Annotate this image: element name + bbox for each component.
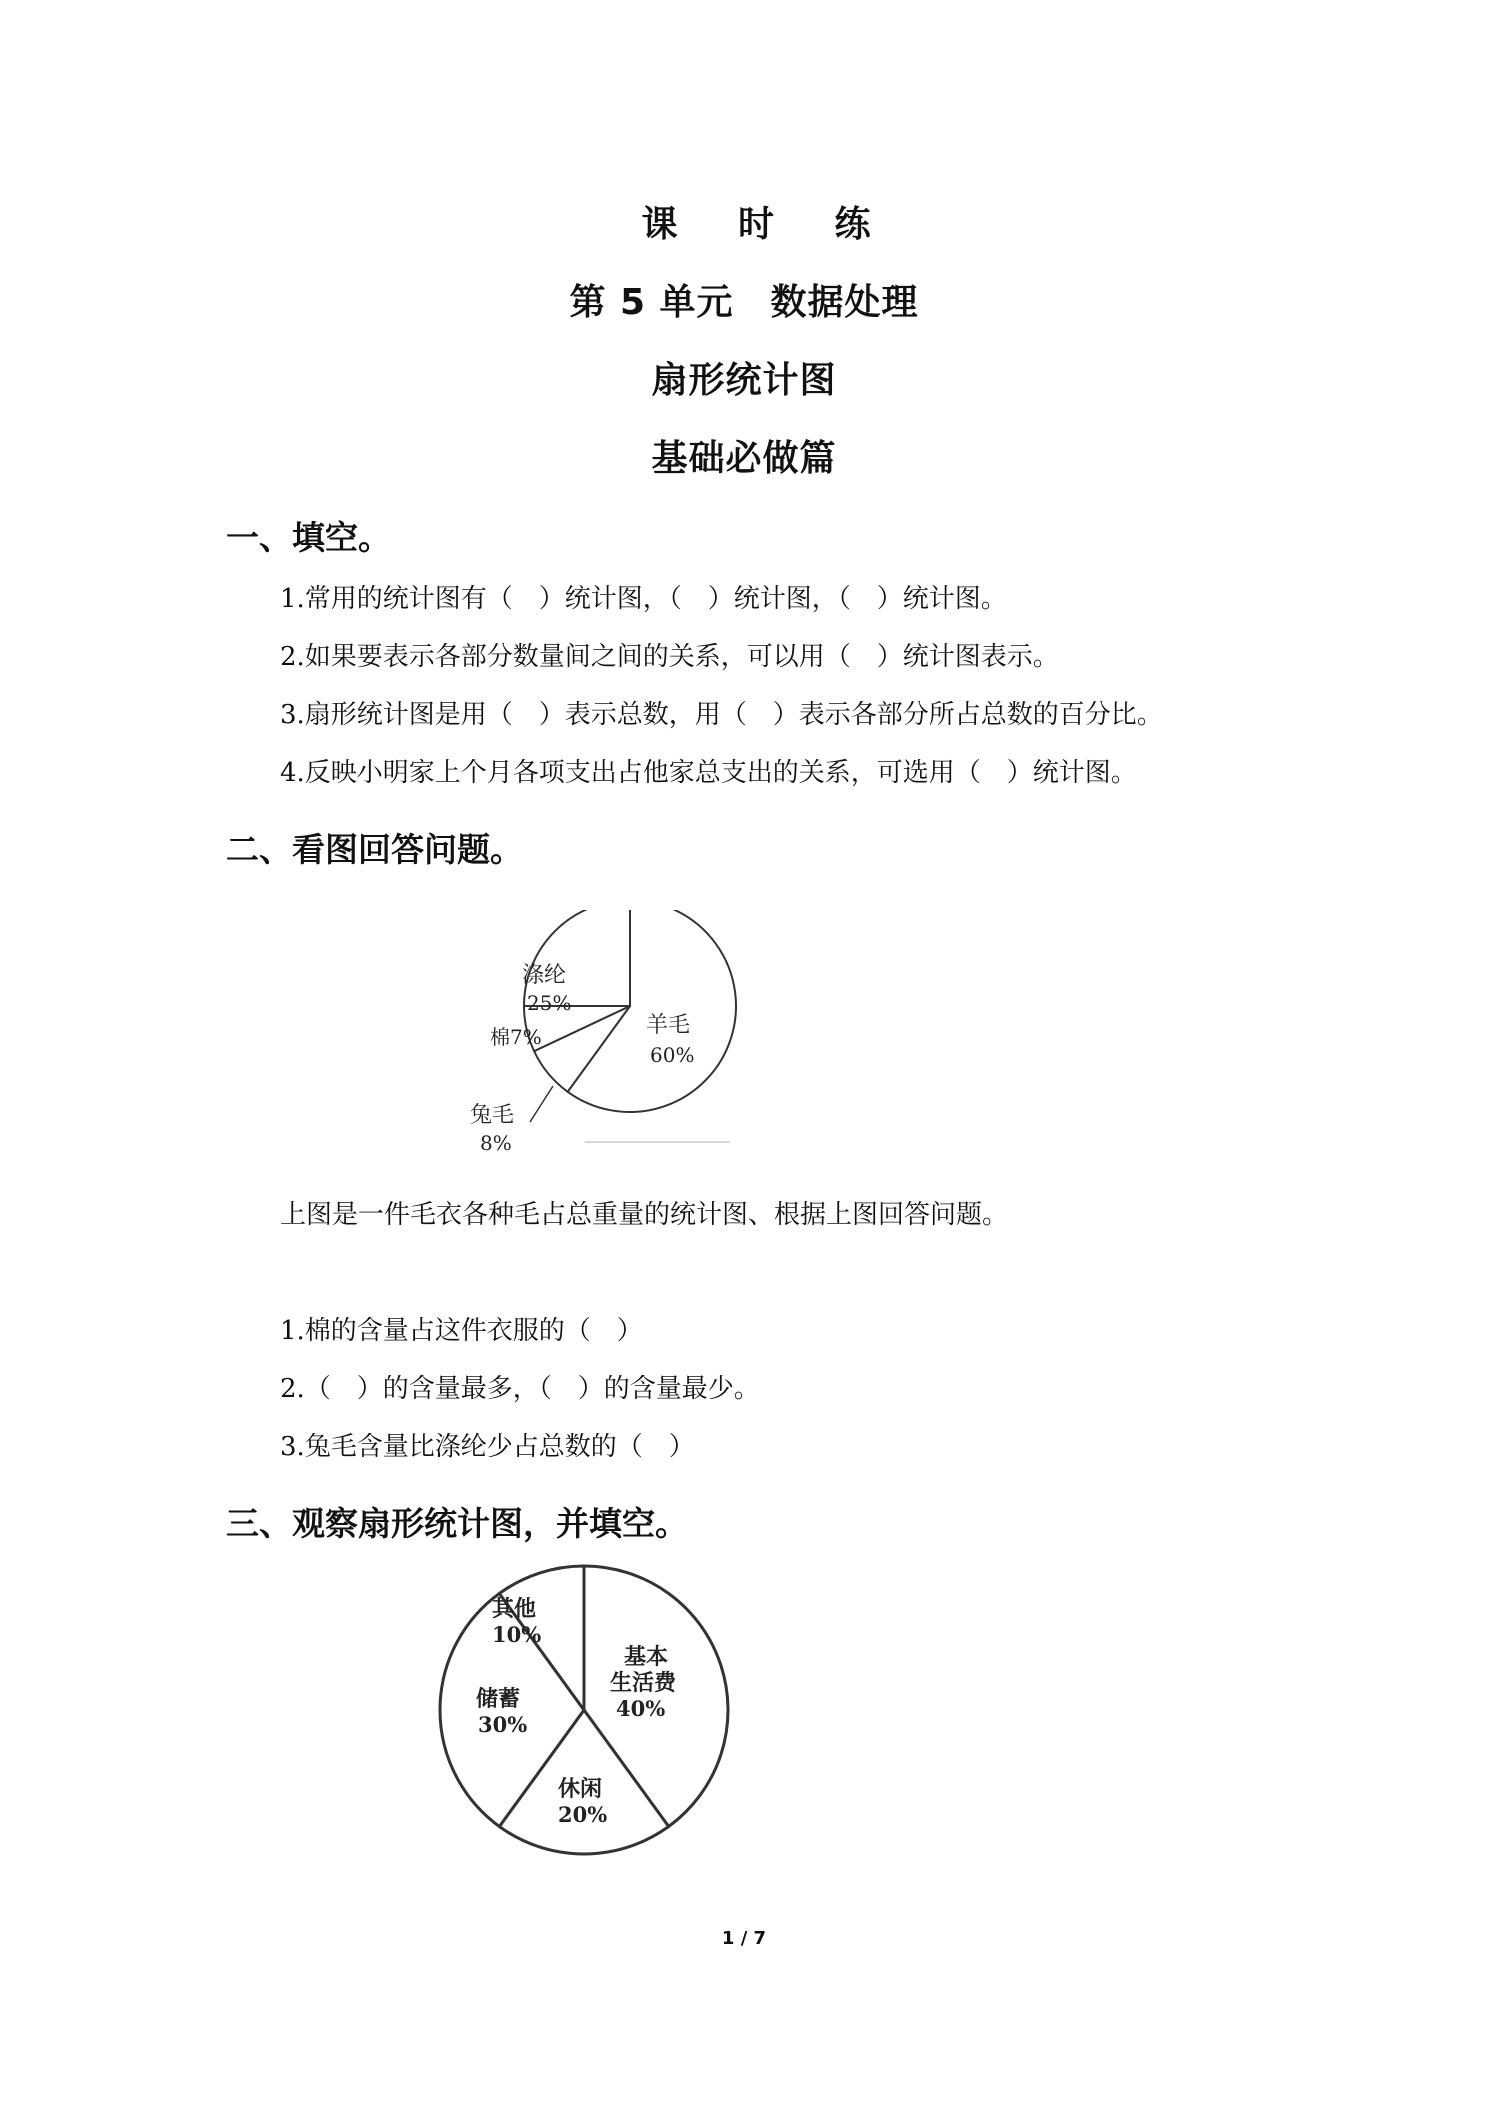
s2-question-2: 2.（ ）的含量最多，（ ）的含量最少。 — [280, 1374, 760, 1404]
s2-question-1: 1.棉的含量占这件衣服的（ ） — [280, 1316, 643, 1346]
s1-question-2: 2.如果要表示各部分数量间之间的关系，可以用（ ）统计图表示。 — [280, 642, 1059, 672]
s2-intro: 上图是一件毛衣各种毛占总重量的统计图、根据上图回答问题。 — [280, 1200, 1009, 1230]
pie2-label-savings-pct: 30% — [478, 1712, 528, 1737]
pie1-label-rabbit-pct: 8% — [480, 1131, 512, 1155]
s2-question-3: 3.兔毛含量比涤纶少占总数的（ ） — [280, 1432, 695, 1462]
pie2-label-basic-pct: 40% — [616, 1696, 666, 1721]
pie1-label-wool-pct: 60% — [650, 1043, 695, 1067]
expense-pie-chart — [434, 1560, 734, 1860]
pie1-label-cotton: 棉7% — [490, 1025, 542, 1049]
section1-heading: 一、填空。 — [226, 518, 391, 557]
lesson-title: 扇形统计图 — [651, 360, 837, 401]
pie1-label-polyester-name: 涤纶 — [522, 963, 567, 988]
level-title: 基础必做篇 — [651, 438, 837, 479]
s1-question-4: 4.反映小明家上个月各项支出占他家总支出的关系，可选用（ ）统计图。 — [280, 758, 1137, 788]
pie1-label-rabbit-name: 兔毛 — [470, 1103, 515, 1128]
pie1-rabbit-leader-line — [530, 1086, 553, 1122]
sweater-fabric-pie-chart — [450, 910, 760, 1160]
s1-question-1: 1.常用的统计图有（ ）统计图，（ ）统计图，（ ）统计图。 — [280, 584, 1007, 614]
pie2-label-leisure-name: 休闲 — [558, 1776, 603, 1802]
pie1-label-polyester-pct: 25% — [527, 991, 572, 1015]
pie2-label-basic-name-2: 生活费 — [610, 1670, 677, 1696]
unit-title: 第 5 单元 数据处理 — [569, 282, 919, 323]
pie2-label-savings-name: 储蓄 — [476, 1686, 521, 1712]
page-number: 1 / 7 — [721, 1928, 767, 1949]
s1-question-3: 3.扇形统计图是用（ ）表示总数，用（ ）表示各部分所占总数的百分比。 — [280, 700, 1163, 730]
pie1-label-wool-name: 羊毛 — [646, 1013, 691, 1038]
worksheet-title: 课 时 练 — [641, 204, 895, 245]
section2-heading: 二、看图回答问题。 — [226, 830, 523, 869]
pie2-label-other-name: 其他 — [492, 1596, 537, 1622]
pie2-label-other-pct: 10% — [492, 1622, 542, 1647]
pie2-label-basic-name-1: 基本 — [624, 1644, 669, 1670]
section3-heading: 三、观察扇形统计图，并填空。 — [226, 1504, 688, 1543]
pie2-label-leisure-pct: 20% — [558, 1802, 608, 1827]
